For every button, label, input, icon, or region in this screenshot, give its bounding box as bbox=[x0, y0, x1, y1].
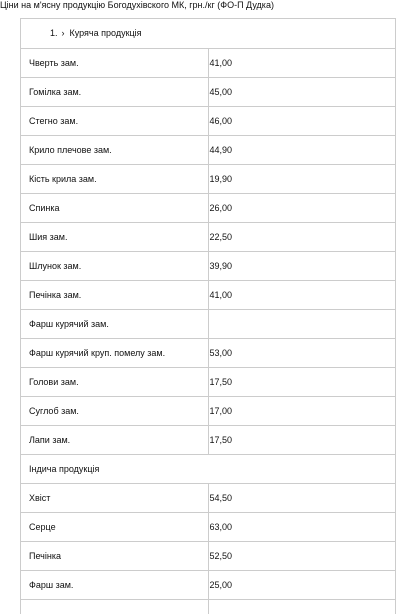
product-price: 17,00 bbox=[208, 397, 396, 426]
product-name: Крило плечове зам. bbox=[21, 136, 209, 165]
product-price: 41,00 bbox=[208, 281, 396, 310]
section-title-turkey: Індича продукція bbox=[21, 455, 396, 484]
table-row bbox=[21, 426, 396, 455]
table-row-partial bbox=[21, 600, 396, 614]
product-name: Кість крила зам. bbox=[21, 165, 209, 194]
section-header-chicken bbox=[21, 19, 396, 49]
product-price: 25,00 bbox=[208, 571, 396, 600]
product-price: 52,50 bbox=[208, 542, 396, 571]
section-number: 1. bbox=[50, 28, 58, 38]
table-row bbox=[21, 484, 396, 513]
product-name: Шия зам. bbox=[21, 223, 209, 252]
section-title-chicken: Куряча продукція bbox=[70, 28, 142, 38]
product-name: Суглоб зам. bbox=[21, 397, 209, 426]
chevron-right-icon: › bbox=[62, 28, 65, 39]
product-name: Голови зам. bbox=[21, 368, 209, 397]
product-price: 45,00 bbox=[208, 78, 396, 107]
table-row bbox=[21, 223, 396, 252]
product-name: Печінка зам. bbox=[21, 281, 209, 310]
table-row bbox=[21, 78, 396, 107]
product-name: Хвіст bbox=[21, 484, 209, 513]
product-name: Лапи зам. bbox=[21, 426, 209, 455]
product-name: Спинка bbox=[21, 194, 209, 223]
product-price: 26,00 bbox=[208, 194, 396, 223]
product-price: 22,50 bbox=[208, 223, 396, 252]
table-row bbox=[21, 136, 396, 165]
table-row bbox=[21, 107, 396, 136]
product-name: Чверть зам. bbox=[21, 49, 209, 78]
table-row bbox=[21, 165, 396, 194]
product-price: 39,90 bbox=[208, 252, 396, 281]
product-name: Фарш зам. bbox=[21, 571, 209, 600]
product-name: Печінка bbox=[21, 542, 209, 571]
product-name: Серце bbox=[21, 513, 209, 542]
table-row bbox=[21, 252, 396, 281]
product-price: 17,50 bbox=[208, 426, 396, 455]
product-price: 44,90 bbox=[208, 136, 396, 165]
product-price: 54,50 bbox=[208, 484, 396, 513]
product-price: 41,00 bbox=[208, 49, 396, 78]
product-price-empty bbox=[208, 600, 396, 614]
table-row bbox=[21, 571, 396, 600]
section-header-turkey bbox=[21, 455, 396, 484]
section-header-cell bbox=[21, 19, 396, 49]
table-row bbox=[21, 194, 396, 223]
product-price: 17,50 bbox=[208, 368, 396, 397]
product-name: Фарш курячий зам. bbox=[21, 310, 209, 339]
product-price: 46,00 bbox=[208, 107, 396, 136]
table-row bbox=[21, 310, 396, 339]
product-name: Фарш курячий круп. помелу зам. bbox=[21, 339, 209, 368]
table-row bbox=[21, 339, 396, 368]
table-row bbox=[21, 542, 396, 571]
page-title: Ціни на м'ясну продукцію Богодухівского МК, грн./кг (ФО-П Дудка) bbox=[0, 0, 274, 11]
table-row bbox=[21, 49, 396, 78]
product-price bbox=[208, 310, 396, 339]
product-name: Шлунок зам. bbox=[21, 252, 209, 281]
product-price: 63,00 bbox=[208, 513, 396, 542]
product-name: Гомілка зам. bbox=[21, 78, 209, 107]
product-name: Стегно зам. bbox=[21, 107, 209, 136]
product-name-empty bbox=[21, 600, 209, 614]
table-row bbox=[21, 368, 396, 397]
table-row bbox=[21, 513, 396, 542]
table-row bbox=[21, 281, 396, 310]
product-price: 53,00 bbox=[208, 339, 396, 368]
price-table bbox=[20, 18, 396, 614]
product-price: 19,90 bbox=[208, 165, 396, 194]
table-row bbox=[21, 397, 396, 426]
